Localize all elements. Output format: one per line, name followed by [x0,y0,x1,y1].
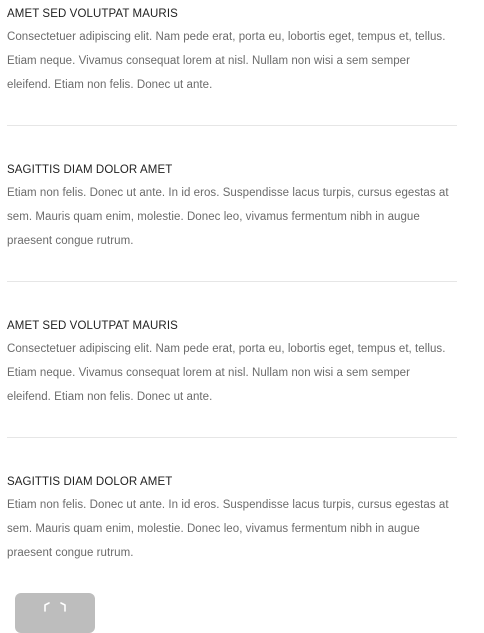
divider [7,125,457,126]
post-item [7,312,457,438]
post-body: Consectetuer adipiscing elit. Nam pede erat, porta eu, lobortis eget, tempus et, tellus. Etiam neque. Vivamus consequat lorem at nisl. Nullam non wisi a sem semper eleifend. Etiam non felis. Donec ut ante. [7,31,446,91]
post-item [7,0,457,126]
post-title: SAGITTIS DIAM DOLOR AMET [7,476,173,488]
post-body: Etiam non felis. Donec ut ante. In id eros. Suspendisse lacus turpis, cursus egestas at sem. Mauris quam enim, molestie. Donec leo, vivamus fermentum nibh in augue praesent congue rutrum. [7,187,449,247]
post-body: Etiam non felis. Donec ut ante. In id eros. Suspendisse lacus turpis, cursus egestas at sem. Mauris quam enim, molestie. Donec leo, vivamus fermentum nibh in augue praesent congue rutrum. [7,499,449,559]
post-feed [7,0,457,565]
scroll-to-top-button[interactable] [15,593,95,633]
post-body: Consectetuer adipiscing elit. Nam pede erat, porta eu, lobortis eget, tempus et, tellus. Etiam neque. Vivamus consequat lorem at nisl. Nullam non wisi a sem semper eleifend. Etiam non felis. Donec ut ante. [7,343,446,403]
post-item [7,156,457,282]
divider [7,281,457,282]
post-title: SAGITTIS DIAM DOLOR AMET [7,164,173,176]
chevron-up-icon [35,600,75,614]
post-title: AMET SED VOLUTPAT MAURIS [7,320,178,332]
divider [7,437,457,438]
post-title: AMET SED VOLUTPAT MAURIS [7,8,178,20]
post-item [7,468,457,565]
